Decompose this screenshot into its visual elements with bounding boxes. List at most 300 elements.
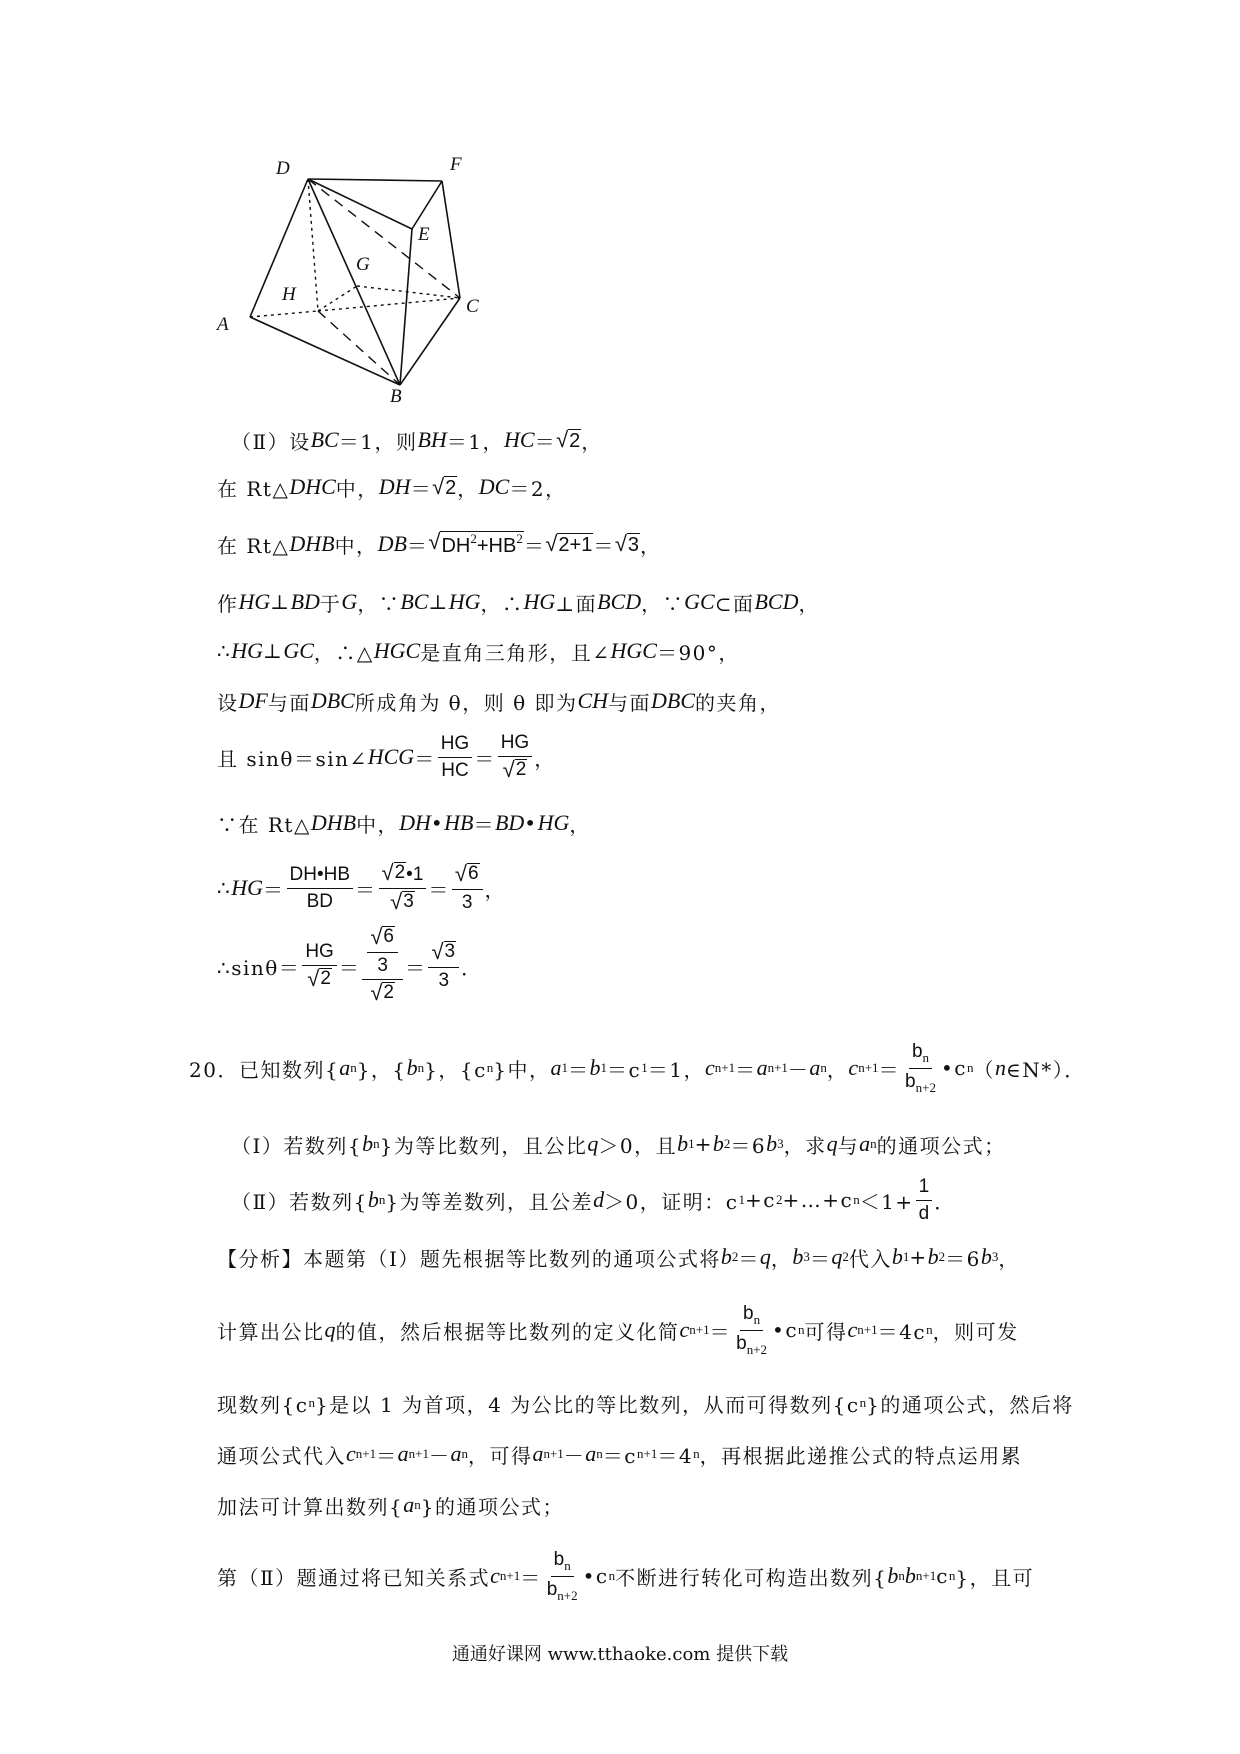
- math-variable: DH: [378, 474, 411, 499]
- radicand: [402, 891, 415, 913]
- text: 中，: [334, 533, 378, 558]
- text: •1: [406, 863, 424, 885]
- math-variable: BC: [310, 427, 339, 452]
- text-line: [217, 1434, 1022, 1474]
- square-root: [454, 860, 480, 886]
- numerator: [740, 1303, 763, 1331]
- math-variable: HB: [444, 810, 474, 835]
- text: ＝6: [945, 1246, 981, 1271]
- text: ＝1，则: [338, 429, 418, 454]
- text: }的通项公式，然后将: [866, 1392, 1074, 1417]
- math-variable: DHC: [289, 474, 336, 499]
- text: ，∴: [480, 591, 524, 616]
- text: b: [743, 1302, 754, 1324]
- radical-sign-icon: √: [431, 938, 444, 964]
- text-line: [217, 1302, 1019, 1357]
- subscript: 2: [731, 1249, 739, 1264]
- fraction: [302, 941, 337, 992]
- text: ＝90°，: [656, 640, 740, 665]
- label-d: D: [276, 158, 290, 179]
- denominator: [459, 890, 476, 914]
- radical-sign-icon: √: [545, 530, 558, 556]
- math-variable: HGC: [373, 638, 421, 663]
- subscript: n: [966, 1060, 974, 1075]
- math-variable: c: [704, 1055, 715, 1080]
- subscript: n+2: [746, 1341, 768, 1357]
- fraction: [438, 733, 473, 782]
- text: ＝2，: [509, 476, 567, 501]
- text-line: [231, 420, 603, 460]
- text: ∈N*）．: [1005, 1057, 1086, 1082]
- math-variable: HG: [448, 589, 481, 614]
- text: 3: [627, 533, 640, 556]
- subscript: n+2: [557, 1587, 578, 1603]
- text: BD: [306, 890, 333, 912]
- label-h: H: [282, 284, 296, 305]
- text: ，: [569, 812, 591, 837]
- math-variable: c: [679, 1317, 690, 1342]
- math-variable: b: [367, 1187, 379, 1212]
- text: 所成角为 θ，则 θ 即为: [354, 690, 578, 715]
- text: ＝: [414, 746, 436, 771]
- text: ，: [770, 1246, 793, 1271]
- text: 是直角三角形，且∠: [420, 640, 611, 665]
- numerator: [379, 859, 427, 889]
- denominator: [367, 980, 398, 1006]
- math-variable: a: [550, 1055, 562, 1080]
- denominator: [500, 757, 531, 783]
- math-variable: b: [891, 1244, 903, 1269]
- radicand: [382, 982, 395, 1004]
- text: ＝: [404, 955, 427, 980]
- numerator: [909, 1041, 932, 1069]
- subscript: n: [898, 1568, 905, 1583]
- text: HC: [441, 759, 469, 781]
- fraction: [733, 1303, 770, 1358]
- text-line: [217, 1548, 1035, 1603]
- label-e: E: [418, 224, 430, 245]
- radical-sign-icon: √: [502, 756, 515, 782]
- fraction: [362, 926, 403, 1006]
- subscript: n: [461, 1446, 468, 1461]
- radicand: [627, 533, 640, 556]
- text: }的通项公式；: [420, 1494, 564, 1519]
- subscript: n: [608, 1568, 616, 1583]
- text: •c: [772, 1318, 799, 1342]
- math-variable: DBC: [651, 688, 696, 713]
- text: b: [553, 1548, 565, 1570]
- text: ，则可发: [932, 1319, 1019, 1344]
- math-variable: a: [450, 1441, 462, 1466]
- numerator: [916, 1176, 933, 1201]
- text: （Ⅱ）设: [231, 429, 311, 454]
- text: 3: [403, 890, 414, 912]
- math-variable: a: [859, 1131, 871, 1156]
- text: 2: [445, 476, 457, 499]
- text-line: [217, 924, 483, 1005]
- text: ＝c: [607, 1057, 642, 1082]
- text: ，: [798, 591, 820, 616]
- numerator: [551, 1549, 574, 1577]
- math-variable: b: [589, 1055, 601, 1080]
- subscript: n: [308, 1395, 315, 1410]
- numerator: [302, 941, 337, 966]
- text: 3: [444, 940, 456, 962]
- label-f: F: [450, 154, 462, 175]
- math-variable: BD: [290, 589, 320, 614]
- math-variable: c: [847, 1317, 858, 1342]
- math-variable: b: [887, 1563, 899, 1588]
- text-line: [217, 859, 507, 914]
- math-variable: b: [766, 1131, 778, 1156]
- subscript: n: [926, 1322, 933, 1337]
- numerator: [428, 938, 459, 968]
- math-variable: CH: [577, 688, 609, 713]
- math-variable: BH: [417, 427, 447, 452]
- radical-sign-icon: √: [454, 860, 467, 886]
- text: }中，: [493, 1057, 551, 1082]
- text: ．: [934, 1189, 956, 1214]
- fraction: [452, 860, 483, 914]
- math-variable: c: [490, 1563, 500, 1588]
- radical-sign-icon: √: [381, 859, 394, 885]
- text: HG: [305, 940, 334, 962]
- subscript: n+1: [355, 1446, 377, 1461]
- text: ＝: [406, 533, 429, 558]
- text: 2: [515, 758, 527, 780]
- subscript: n+1: [714, 1060, 736, 1075]
- subscript: n+1: [858, 1060, 879, 1075]
- text: ＝1，: [446, 429, 505, 454]
- subscript: n: [798, 1322, 805, 1337]
- text: }为等差数列，且公差: [385, 1189, 594, 1214]
- text: 可得: [804, 1319, 848, 1344]
- radicand: [444, 476, 457, 499]
- text: 代入: [848, 1246, 892, 1271]
- text: 2: [394, 861, 406, 883]
- text: ＝: [878, 1057, 901, 1082]
- text: 的夹角，: [695, 690, 782, 715]
- text-line: [217, 1383, 1074, 1423]
- math-variable: DF: [238, 688, 268, 713]
- radical-sign-icon: √: [370, 924, 383, 950]
- fraction: [544, 1549, 581, 1604]
- subscript: 1: [738, 1192, 745, 1207]
- text: ，: [534, 746, 556, 771]
- text: 与: [837, 1133, 860, 1158]
- denominator: [544, 1577, 581, 1604]
- text-line: [217, 681, 781, 721]
- square-root: [381, 859, 407, 885]
- text: （Ⅰ）若数列{: [231, 1133, 363, 1158]
- text: ，: [484, 877, 507, 902]
- math-variable: a: [339, 1055, 351, 1080]
- text: ＝: [263, 877, 285, 902]
- fraction: [916, 1176, 933, 1225]
- text: 于: [319, 591, 342, 616]
- text: }，且可: [955, 1565, 1035, 1590]
- text-line: [189, 1040, 1086, 1095]
- superscript: 2: [842, 1249, 849, 1264]
- subscript: 1: [561, 1060, 569, 1075]
- math-variable: HG: [231, 875, 264, 900]
- label-g: G: [356, 254, 370, 275]
- subscript: n: [596, 1446, 603, 1461]
- text: ，: [640, 533, 662, 558]
- text: ，: [457, 476, 479, 501]
- text: ＝: [410, 476, 433, 501]
- text: •: [524, 811, 538, 835]
- text: DH: [441, 535, 471, 557]
- math-variable: HCG: [367, 744, 415, 769]
- square-root: [614, 530, 640, 556]
- subscript: 2: [723, 1136, 731, 1151]
- subscript: 1: [902, 1249, 910, 1264]
- text: }为等比数列，且公比: [379, 1133, 588, 1158]
- denominator: [436, 968, 453, 992]
- text: ，∵: [357, 591, 401, 616]
- radicand: [394, 862, 407, 884]
- text: b: [905, 1070, 916, 1092]
- text: }是以 1 为首项，4 为公比的等比数列，从而可得数列{c: [314, 1392, 860, 1417]
- subscript: n+1: [408, 1446, 429, 1461]
- text: ＝: [534, 429, 557, 454]
- text: ＝: [593, 533, 615, 558]
- denominator: [902, 1069, 939, 1096]
- text-line: [217, 1485, 564, 1525]
- pyramid-diagram: [200, 150, 500, 410]
- math-variable: BC: [400, 589, 429, 614]
- subscript: n: [820, 1060, 827, 1075]
- math-variable: HGC: [610, 638, 657, 663]
- text: 中，: [335, 476, 379, 501]
- text: ，可得: [467, 1443, 533, 1468]
- math-variable: a: [397, 1441, 409, 1466]
- subscript: n: [486, 1060, 494, 1075]
- math-variable: q: [587, 1131, 599, 1156]
- text: ，: [998, 1246, 1020, 1271]
- text: ⊥面: [555, 591, 598, 616]
- text: ＝: [738, 1246, 760, 1271]
- radicand: [382, 926, 395, 948]
- text: +: [694, 1132, 713, 1156]
- text: ⊥: [270, 590, 291, 614]
- math-variable: HG: [523, 589, 556, 614]
- text: }，{c: [424, 1057, 487, 1082]
- text: （: [973, 1057, 995, 1082]
- text: •c: [940, 1056, 967, 1080]
- text: ∴: [217, 876, 232, 900]
- denominator: [304, 966, 335, 992]
- fraction: [367, 926, 398, 977]
- text: ⊥: [428, 590, 449, 614]
- text: ＝: [338, 955, 361, 980]
- text: ．: [461, 955, 483, 980]
- text: 3: [377, 955, 388, 977]
- text: ＝: [355, 877, 377, 902]
- text: 在 Rt△: [217, 476, 290, 501]
- fraction: [428, 938, 459, 992]
- text: 6: [467, 862, 479, 884]
- math-variable: b: [406, 1055, 418, 1080]
- math-variable: a: [756, 1055, 768, 1080]
- subscript: n+1: [499, 1568, 521, 1583]
- radical-sign-icon: √: [432, 473, 445, 499]
- math-variable: G: [341, 589, 358, 614]
- text: 2: [320, 967, 331, 989]
- text: +: [909, 1245, 928, 1269]
- subscript: 1: [641, 1060, 648, 1075]
- subscript: n: [414, 1497, 421, 1512]
- radicand: [440, 531, 523, 557]
- text: 中，: [356, 812, 400, 837]
- square-root: [545, 530, 593, 556]
- text: ＝: [376, 1443, 398, 1468]
- text: 加法可计算出数列{: [217, 1494, 404, 1519]
- numerator: [438, 733, 473, 758]
- math-variable: b: [927, 1244, 939, 1269]
- square-root: [390, 888, 415, 914]
- subscript: n: [417, 1060, 425, 1075]
- text: 且 sinθ＝sin∠: [217, 746, 368, 771]
- text: ＝4c: [877, 1319, 927, 1344]
- subscript: n+1: [689, 1322, 710, 1337]
- square-root: [431, 938, 456, 964]
- text: ∵在 Rt△: [217, 812, 311, 837]
- math-variable: b: [712, 1131, 724, 1156]
- text: ⊂面: [714, 591, 755, 616]
- subscript: n: [948, 1568, 956, 1583]
- text: b: [736, 1332, 747, 1354]
- text-line: [231, 1175, 956, 1224]
- text: ∴: [217, 639, 232, 663]
- text: 与面: [608, 690, 652, 715]
- math-variable: DHB: [289, 531, 335, 556]
- math-variable: b: [677, 1131, 689, 1156]
- text: ，再根据此递推公式的特点运用累: [699, 1443, 1023, 1468]
- math-variable: DBC: [310, 688, 355, 713]
- text: 3: [438, 969, 450, 991]
- subscript: n: [564, 1557, 571, 1573]
- square-root: [556, 426, 581, 452]
- square-root: [307, 965, 332, 991]
- subscript: n: [373, 1136, 380, 1151]
- math-variable: BCD: [754, 589, 799, 614]
- text: ＝: [523, 533, 546, 558]
- square-root: [502, 756, 528, 782]
- math-variable: b: [980, 1244, 992, 1269]
- radical-sign-icon: √: [390, 888, 403, 914]
- text: 3: [461, 891, 473, 913]
- text: 6: [383, 926, 394, 948]
- radicand: [557, 533, 593, 556]
- label-a: A: [217, 314, 229, 335]
- math-variable: c: [346, 1441, 356, 1466]
- text: ，∴△: [313, 640, 374, 665]
- math-variable: GC: [283, 638, 314, 663]
- text: 1: [918, 1175, 930, 1197]
- subscript: n+1: [915, 1568, 937, 1583]
- math-variable: q: [826, 1131, 838, 1156]
- subscript: 2: [938, 1249, 946, 1264]
- subscript: n: [870, 1136, 877, 1151]
- subscript: n+1: [767, 1060, 788, 1075]
- math-variable: q: [759, 1244, 771, 1269]
- text: HG: [440, 732, 470, 754]
- text-line: [217, 731, 556, 782]
- math-variable: BCD: [597, 589, 642, 614]
- math-variable: a: [585, 1441, 597, 1466]
- radical-sign-icon: √: [307, 965, 320, 991]
- superscript: 2: [470, 531, 477, 546]
- radicand: [444, 941, 457, 963]
- text: ＝6: [730, 1133, 767, 1158]
- subscript: 3: [777, 1136, 784, 1151]
- superscript: 2: [516, 531, 523, 546]
- text: d: [918, 1202, 930, 1224]
- text: 与面: [267, 690, 311, 715]
- text: ，: [826, 1057, 849, 1082]
- text: 【分析】本题第（Ⅰ）题先根据等比数列的通项公式将: [217, 1246, 721, 1271]
- text: 通项公式代入: [217, 1443, 346, 1468]
- math-variable: DH: [399, 810, 431, 835]
- text: +HB: [476, 535, 517, 557]
- text: 的值，然后根据等比数列的定义化简: [335, 1319, 680, 1344]
- text: ＝c: [602, 1443, 637, 1468]
- radical-sign-icon: √: [370, 979, 383, 1005]
- text: ＝4: [657, 1443, 694, 1468]
- math-variable: a: [809, 1055, 821, 1080]
- text: ＞0，且: [598, 1133, 678, 1158]
- label-b: B: [390, 386, 402, 407]
- numerator: [362, 926, 403, 980]
- text: ＝: [520, 1565, 542, 1590]
- numerator: [367, 926, 398, 953]
- numerator: [452, 860, 483, 890]
- text: 现数列{c: [217, 1392, 309, 1417]
- text: DH•HB: [289, 863, 351, 885]
- text: 在 Rt△: [217, 533, 290, 558]
- math-variable: b: [904, 1563, 916, 1588]
- denominator: [916, 1201, 933, 1225]
- subscript: n: [350, 1060, 357, 1075]
- text: ，: [581, 429, 603, 454]
- math-variable: a: [403, 1492, 415, 1517]
- square-root: [432, 473, 457, 499]
- fraction: [379, 859, 427, 915]
- text: +c: [745, 1188, 776, 1212]
- numerator: [287, 864, 354, 889]
- text: 2: [569, 429, 581, 452]
- text: ，求: [783, 1133, 827, 1158]
- math-variable: HG: [537, 810, 570, 835]
- text: 计算出公比: [217, 1319, 325, 1344]
- math-variable: d: [593, 1187, 605, 1212]
- subscript: n: [378, 1192, 386, 1207]
- square-root: [428, 531, 523, 557]
- math-variable: HG: [238, 589, 271, 614]
- subscript: 3: [991, 1249, 999, 1264]
- radical-sign-icon: √: [614, 530, 627, 556]
- text: HG: [500, 731, 530, 753]
- subscript: n+1: [857, 1322, 878, 1337]
- text: 第（Ⅱ）题通过将已知关系式: [217, 1565, 491, 1590]
- fraction: [287, 864, 354, 913]
- subscript: n+1: [543, 1446, 564, 1461]
- text: 作: [217, 591, 239, 616]
- radicand: [467, 863, 480, 885]
- text-line: [217, 524, 662, 564]
